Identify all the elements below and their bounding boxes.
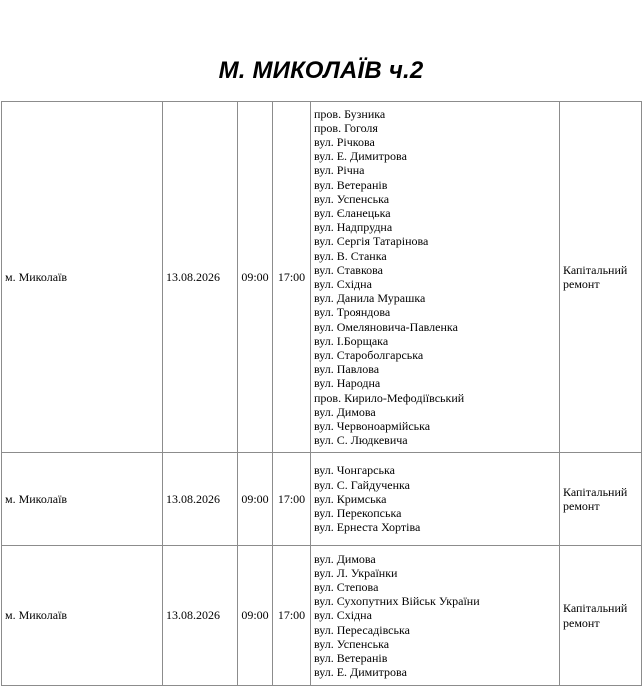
street-item: вул. Річкова [314, 134, 375, 149]
city-cell: м. Миколаїв [2, 453, 163, 546]
street-item: вул. Данила Мурашка [314, 291, 426, 306]
date-cell: 13.08.2026 [163, 453, 238, 546]
street-item: вул. І.Борщака [314, 333, 389, 348]
street-item: вул. Ветеранів [314, 651, 388, 665]
reason-cell [560, 102, 642, 453]
street-item: вул. Степова [314, 579, 379, 594]
city-cell: м. Миколаїв [2, 546, 163, 686]
street-item: вул. Трояндова [314, 305, 391, 320]
end-time-cell: 17:00 [273, 453, 311, 546]
table-row [2, 453, 642, 546]
street-item: вул. Успенська [314, 636, 390, 651]
street-item: вул. Східна [314, 277, 372, 291]
street-item: вул. Ветеранів [314, 177, 388, 192]
page-title: М. МИКОЛАЇВ ч.2 [218, 57, 424, 84]
city-cell: м. Миколаїв [2, 102, 163, 453]
street-item: вул. Е. Димитрова [314, 665, 407, 680]
street-item: пров. Гоголя [314, 120, 378, 135]
street-item: вул. Димова [314, 404, 376, 419]
street-item: вул. Червоноармійська [314, 419, 431, 434]
reason-text: Капітальний [563, 262, 628, 277]
street-item: вул. Пересадівська [314, 622, 410, 637]
street-item: вул. Кримська [314, 491, 387, 506]
street-item: вул. Староболгарська [314, 348, 424, 363]
date-cell: 13.08.2026 [163, 102, 238, 453]
schedule-body [2, 102, 642, 686]
start-time-cell: 09:00 [238, 102, 273, 453]
date-cell: 13.08.2026 [163, 546, 238, 686]
table-row [2, 102, 642, 453]
street-item: вул. С. Людкевича [314, 433, 408, 448]
reason-text: Капітальний [563, 601, 628, 616]
street-item: пров. Кирило-Мефодіївський [314, 390, 465, 405]
start-time-cell: 09:00 [238, 546, 273, 686]
street-item: вул. Димова [314, 551, 376, 566]
street-item: вул. Л. Українки [314, 565, 398, 580]
table-row [2, 546, 642, 686]
street-item: вул. Ставкова [314, 262, 383, 277]
street-item: вул. Східна [314, 608, 372, 623]
end-time-cell: 17:00 [273, 546, 311, 686]
reason-text: ремонт [563, 277, 600, 291]
street-item: вул. Народна [314, 376, 381, 391]
street-item: вул. Сергія Татарінова [314, 234, 429, 249]
street-item: пров. Бузника [314, 106, 386, 121]
street-item: вул. Сухопутних Військ України [314, 594, 480, 609]
street-item: вул. Успенська [314, 191, 390, 206]
start-time-cell: 09:00 [238, 453, 273, 546]
reason-cell [560, 546, 642, 686]
street-item: вул. Ернеста Хортіва [314, 520, 421, 535]
streets-cell [311, 453, 560, 546]
streets-cell [311, 546, 560, 686]
end-time-cell: 17:00 [273, 102, 311, 453]
reason-cell [560, 453, 642, 546]
street-item: вул. Надпрудна [314, 220, 393, 235]
street-item: вул. Чонгарська [314, 463, 395, 478]
street-item: вул. С. Гайдученка [314, 477, 410, 492]
street-item: вул. Омеляновича-Павленка [314, 319, 458, 334]
street-item: вул. Е. Димитрова [314, 149, 407, 164]
outage-schedule-table [1, 101, 642, 686]
streets-cell [311, 102, 560, 453]
street-item: вул. Перекопська [314, 506, 402, 521]
street-item: вул. Єланецька [314, 205, 391, 220]
street-item: вул. В. Станка [314, 248, 387, 263]
reason-text: ремонт [563, 499, 600, 513]
street-item: вул. Павлова [314, 362, 380, 377]
reason-text: Капітальний [563, 484, 628, 499]
reason-text: ремонт [563, 615, 600, 630]
street-item: вул. Річна [314, 163, 365, 178]
